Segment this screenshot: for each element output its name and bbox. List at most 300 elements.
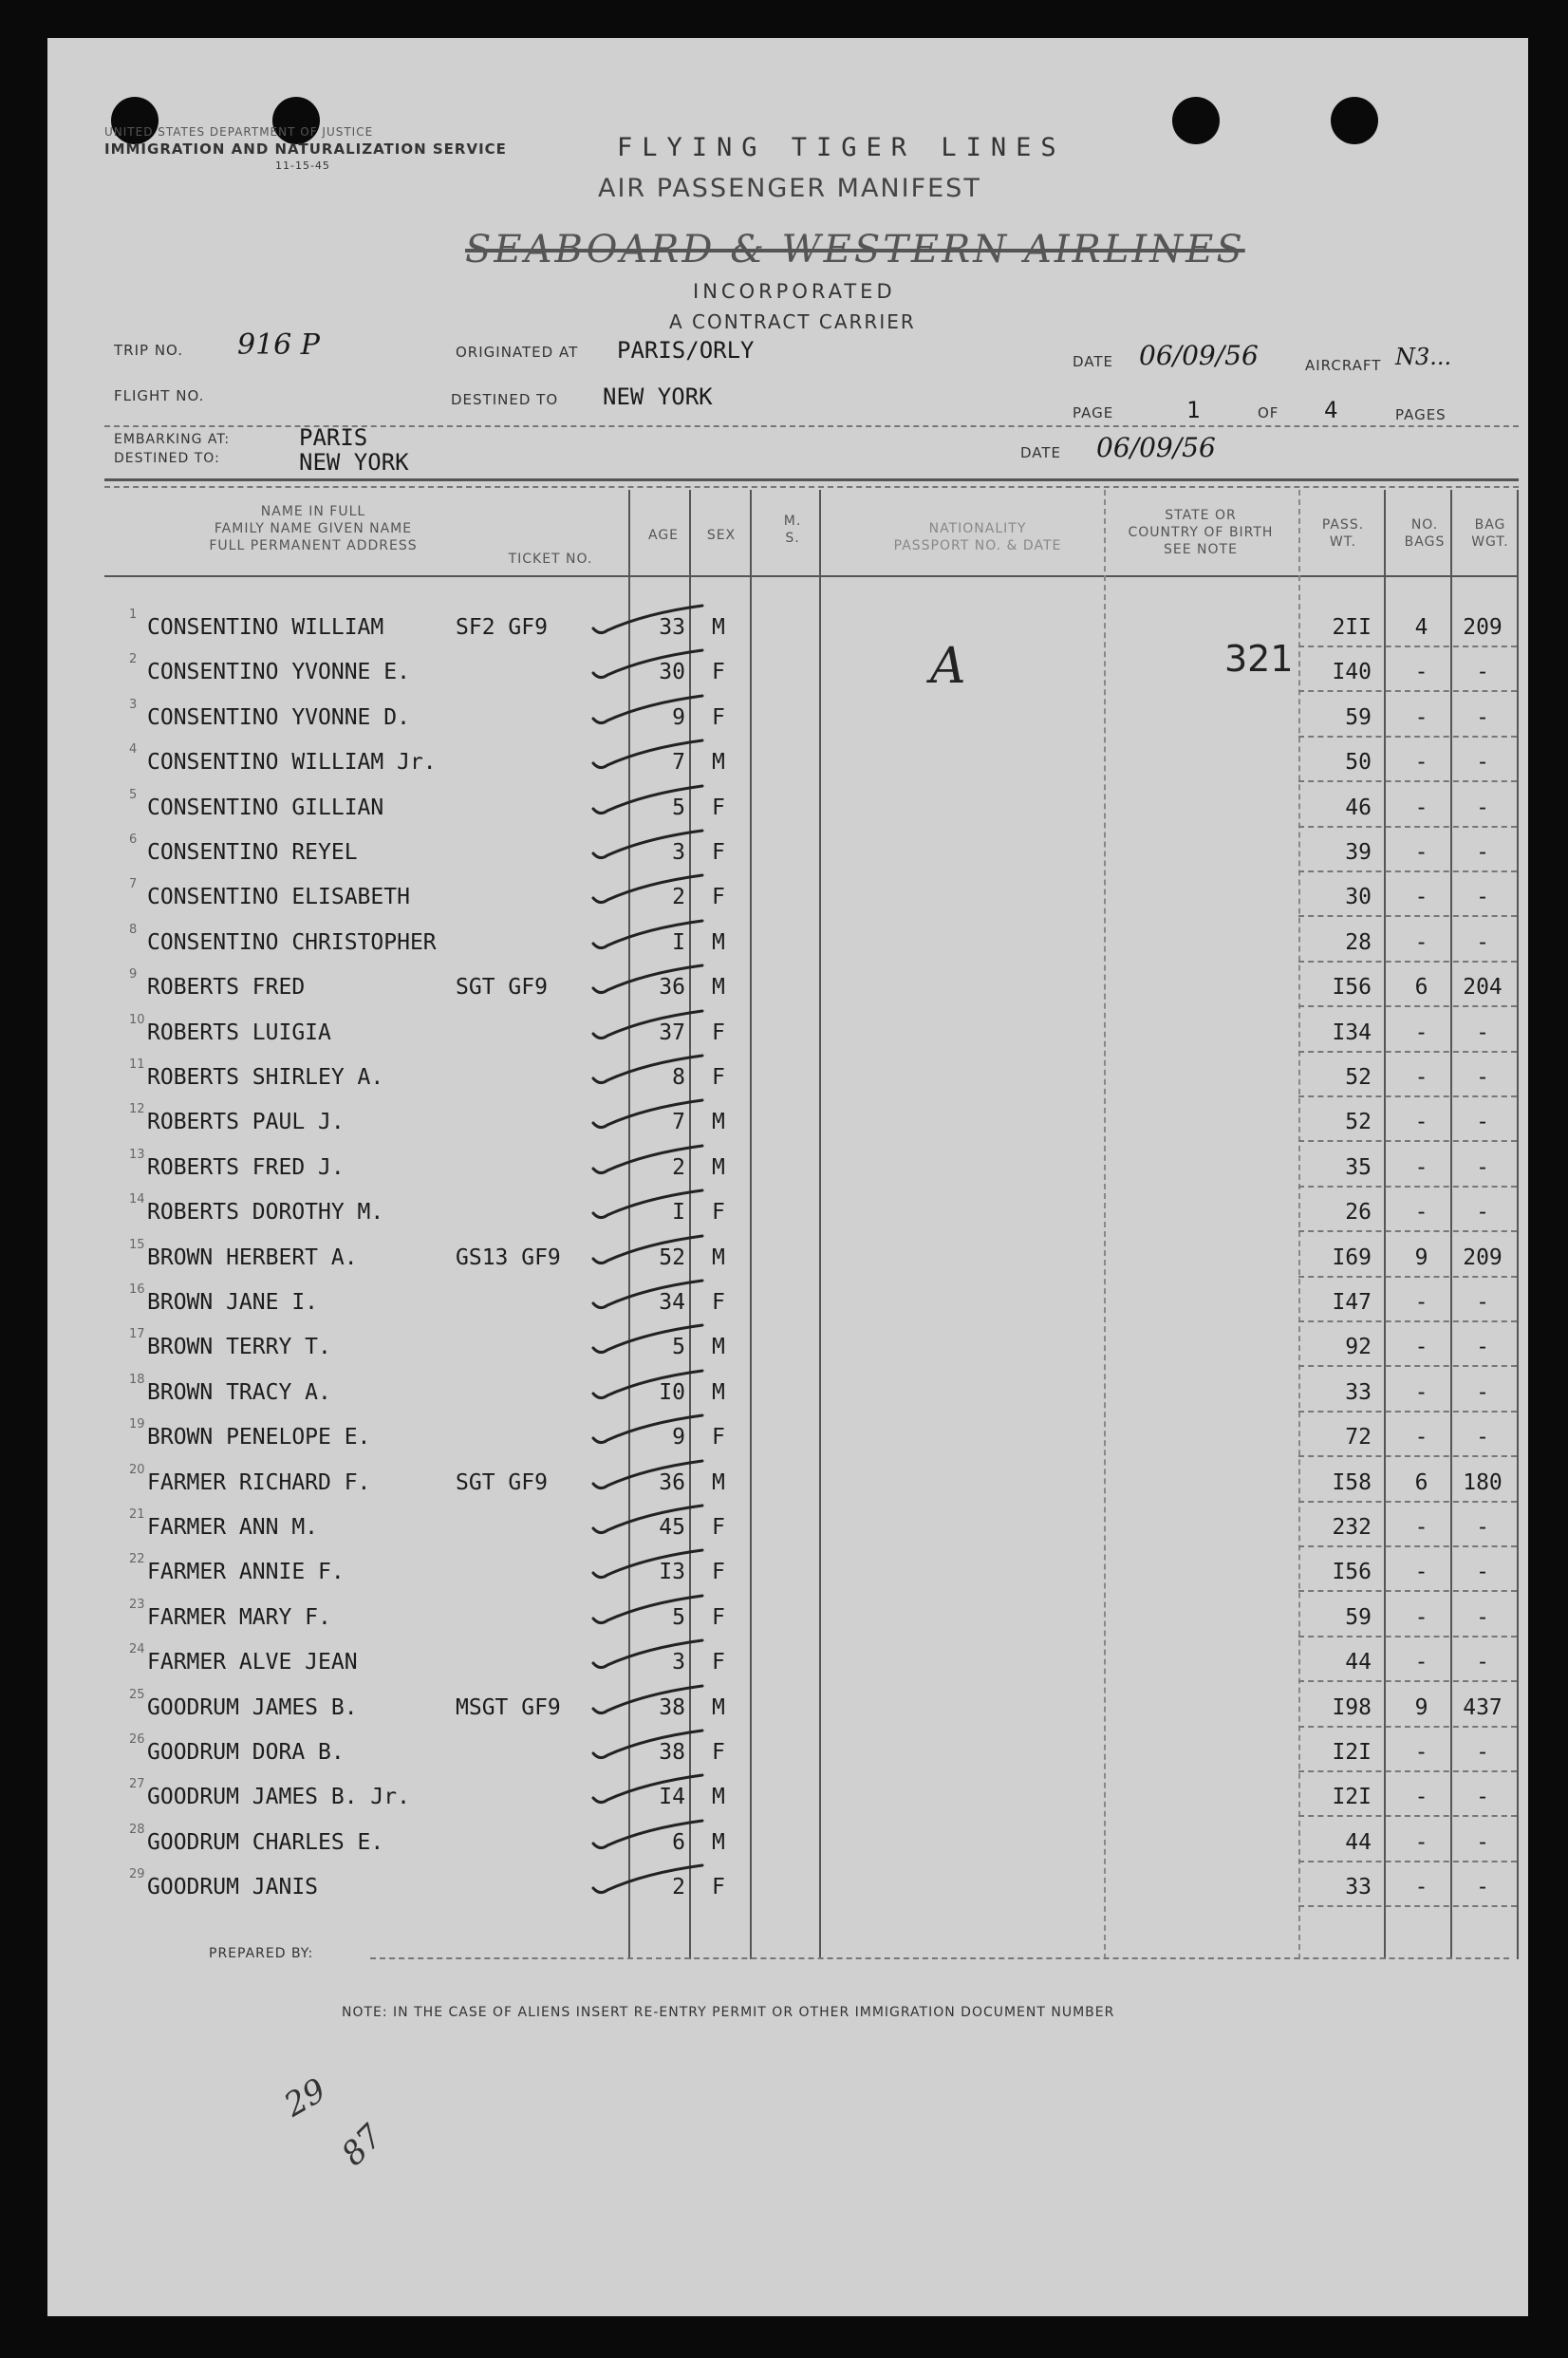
passenger-age: 7 xyxy=(672,1110,685,1135)
embarking-value: PARIS xyxy=(299,424,368,451)
row-number: 25 xyxy=(129,1687,145,1702)
passenger-sex: M xyxy=(712,615,725,640)
passenger-weight: 50 xyxy=(1345,750,1372,776)
row-rule xyxy=(1298,736,1517,738)
passenger-sex: F xyxy=(712,1290,725,1315)
passenger-weight: 52 xyxy=(1345,1110,1372,1135)
row-number: 5 xyxy=(129,787,138,802)
passenger-name: BROWN TERRY T. xyxy=(147,1335,331,1360)
row-rule xyxy=(1298,1411,1517,1413)
passenger-bag-weight: - xyxy=(1476,1154,1489,1180)
row-number: 13 xyxy=(129,1147,145,1162)
passenger-bag-weight: - xyxy=(1476,1515,1489,1540)
passenger-weight: I98 xyxy=(1332,1694,1372,1720)
destined-value: NEW YORK xyxy=(603,384,713,410)
passenger-age: 45 xyxy=(659,1515,685,1540)
passenger-rank: SGT GF9 xyxy=(456,1469,548,1495)
passenger-bag-weight: - xyxy=(1476,750,1489,776)
passenger-bags: - xyxy=(1414,1829,1428,1855)
passenger-bag-weight: - xyxy=(1476,840,1489,865)
passenger-name: BROWN TRACY A. xyxy=(147,1379,331,1405)
passenger-bags: - xyxy=(1414,1515,1428,1540)
passenger-bag-weight: - xyxy=(1476,885,1489,910)
col-header-no-bags: NO. BAGS xyxy=(1404,517,1446,550)
row-rule xyxy=(1298,1545,1517,1547)
nationality-mark: A xyxy=(930,638,966,695)
row-number: 27 xyxy=(129,1777,145,1792)
row-number: 15 xyxy=(129,1237,145,1252)
passenger-bag-weight: - xyxy=(1476,704,1489,730)
passenger-bag-weight: - xyxy=(1476,1290,1489,1315)
row-number: 9 xyxy=(129,967,138,982)
row-rule xyxy=(1298,1276,1517,1278)
row-rule xyxy=(1298,1905,1517,1907)
row-rule xyxy=(1298,1590,1517,1592)
row-rule xyxy=(1298,1005,1517,1007)
passenger-sex: F xyxy=(712,1425,725,1450)
row-number: 2 xyxy=(129,652,138,667)
passenger-bag-weight: - xyxy=(1476,1604,1489,1630)
passenger-sex: M xyxy=(712,1469,725,1495)
passenger-weight: 26 xyxy=(1345,1200,1372,1226)
table-top-rule-2 xyxy=(104,486,1519,488)
passenger-bags: - xyxy=(1414,1875,1428,1900)
passenger-age: 3 xyxy=(672,1650,685,1675)
row-number: 1 xyxy=(129,608,138,622)
row-number: 16 xyxy=(129,1282,145,1297)
passenger-bag-weight: - xyxy=(1476,1560,1489,1585)
passenger-age: 37 xyxy=(659,1020,685,1045)
row-number: 8 xyxy=(129,922,138,937)
check-mark-icon xyxy=(579,782,721,820)
table-top-rule xyxy=(104,478,1519,481)
check-mark-icon xyxy=(579,1007,721,1045)
row-rule xyxy=(1298,1140,1517,1142)
passenger-name: ROBERTS PAUL J. xyxy=(147,1110,345,1135)
passenger-sex: F xyxy=(712,885,725,910)
check-mark-icon xyxy=(579,1457,721,1495)
passenger-bags: - xyxy=(1414,1604,1428,1630)
passenger-rank: GS13 GF9 xyxy=(456,1244,561,1270)
check-mark-icon xyxy=(579,1682,721,1720)
row-rule xyxy=(1298,1455,1517,1457)
passenger-sex: M xyxy=(712,1379,725,1405)
check-mark-icon xyxy=(579,1862,721,1900)
passenger-age: 8 xyxy=(672,1065,685,1090)
passenger-name: ROBERTS LUIGIA xyxy=(147,1020,331,1045)
passenger-name: CONSENTINO ELISABETH xyxy=(147,885,410,910)
passenger-age: 5 xyxy=(672,1604,685,1630)
passenger-bag-weight: - xyxy=(1476,1020,1489,1045)
passenger-bags: - xyxy=(1414,1154,1428,1180)
row-rule xyxy=(1298,915,1517,917)
passenger-bags: - xyxy=(1414,1200,1428,1226)
passenger-bag-weight: - xyxy=(1476,1110,1489,1135)
passenger-name: ROBERTS FRED J. xyxy=(147,1154,345,1180)
passenger-name: GOODRUM JANIS xyxy=(147,1875,319,1900)
passenger-age: I xyxy=(672,929,685,955)
passenger-bag-weight: - xyxy=(1476,1829,1489,1855)
passenger-name: FARMER ALVE JEAN xyxy=(147,1650,358,1675)
passenger-bags: - xyxy=(1414,1740,1428,1765)
originated-label: ORIGINATED AT xyxy=(456,344,579,361)
passenger-weight: 33 xyxy=(1345,1379,1372,1405)
passenger-weight: I58 xyxy=(1332,1469,1372,1495)
row-number: 14 xyxy=(129,1192,145,1207)
passenger-age: 52 xyxy=(659,1244,685,1270)
passenger-name: CONSENTINO WILLIAM Jr. xyxy=(147,750,437,776)
originated-value: PARIS/ORLY xyxy=(617,337,755,364)
col-header-sex: SEX xyxy=(706,528,737,543)
passenger-weight: I40 xyxy=(1332,660,1372,685)
passenger-weight: I2I xyxy=(1332,1785,1372,1810)
passenger-bags: - xyxy=(1414,1650,1428,1675)
passenger-sex: F xyxy=(712,1650,725,1675)
passenger-bag-weight: - xyxy=(1476,1200,1489,1226)
passenger-sex: M xyxy=(712,1154,725,1180)
passenger-age: 34 xyxy=(659,1290,685,1315)
passenger-age: 5 xyxy=(672,795,685,820)
passenger-name: ROBERTS SHIRLEY A. xyxy=(147,1065,384,1090)
passenger-bags: - xyxy=(1414,885,1428,910)
passenger-weight: I69 xyxy=(1332,1244,1372,1270)
passenger-weight: 52 xyxy=(1345,1065,1372,1090)
passenger-sex: M xyxy=(712,975,725,1001)
passenger-sex: F xyxy=(712,660,725,685)
service-name: IMMIGRATION AND NATURALIZATION SERVICE xyxy=(104,140,507,158)
row-number: 29 xyxy=(129,1867,145,1882)
passenger-name: CONSENTINO YVONNE E. xyxy=(147,660,410,685)
col-header-nationality: NATIONALITY PASSPORT NO. & DATE xyxy=(893,521,1062,553)
date-value: 06/09/56 xyxy=(1139,340,1259,371)
row-rule xyxy=(1298,690,1517,692)
passenger-sex: F xyxy=(712,704,725,730)
row-number: 12 xyxy=(129,1102,145,1117)
passenger-age: 5 xyxy=(672,1335,685,1360)
pages-label: PAGES xyxy=(1395,406,1447,423)
passenger-weight: 44 xyxy=(1345,1650,1372,1675)
row-rule xyxy=(1298,1861,1517,1862)
passenger-bags: - xyxy=(1414,750,1428,776)
row-number: 3 xyxy=(129,697,138,712)
passenger-bag-weight: - xyxy=(1476,1785,1489,1810)
row-number: 21 xyxy=(129,1507,145,1522)
passenger-bag-weight: 209 xyxy=(1463,1244,1503,1270)
row-number: 28 xyxy=(129,1822,145,1837)
passenger-age: 38 xyxy=(659,1740,685,1765)
check-mark-icon xyxy=(579,1367,721,1405)
passenger-sex: F xyxy=(712,1875,725,1900)
passenger-bag-weight: 437 xyxy=(1463,1694,1503,1720)
passenger-bags: - xyxy=(1414,1110,1428,1135)
row-rule xyxy=(1298,1501,1517,1503)
col-header-pass-wt: PASS. WT. xyxy=(1321,517,1365,550)
passenger-age: 2 xyxy=(672,1154,685,1180)
passenger-bags: - xyxy=(1414,929,1428,955)
passenger-age: I4 xyxy=(659,1785,685,1810)
check-mark-icon xyxy=(579,1817,721,1855)
row-number: 24 xyxy=(129,1642,145,1657)
passenger-weight: I2I xyxy=(1332,1740,1372,1765)
passenger-bags: - xyxy=(1414,1379,1428,1405)
passenger-name: BROWN PENELOPE E. xyxy=(147,1425,371,1450)
row-number: 26 xyxy=(129,1732,145,1747)
row-number: 23 xyxy=(129,1597,145,1612)
row-rule xyxy=(1298,1230,1517,1232)
passenger-age: 3 xyxy=(672,840,685,865)
row-number: 7 xyxy=(129,877,138,892)
passenger-name: GOODRUM JAMES B. Jr. xyxy=(147,1785,410,1810)
passenger-name: FARMER MARY F. xyxy=(147,1604,331,1630)
passenger-sex: M xyxy=(712,1244,725,1270)
row-rule xyxy=(1298,1320,1517,1322)
check-mark-icon xyxy=(579,602,721,640)
passenger-age: 36 xyxy=(659,1469,685,1495)
passenger-rank: SF2 GF9 xyxy=(456,615,548,640)
check-mark-icon xyxy=(579,646,721,684)
col-header-birth: STATE OR COUNTRY OF BIRTH SEE NOTE xyxy=(1128,508,1274,557)
row-number: 20 xyxy=(129,1462,145,1477)
check-mark-icon xyxy=(579,1321,721,1359)
check-mark-icon xyxy=(579,1052,721,1090)
passenger-sex: M xyxy=(712,1785,725,1810)
passenger-name: FARMER ANNIE F. xyxy=(147,1560,345,1585)
passenger-bags: 9 xyxy=(1414,1694,1428,1720)
destined-label: DESTINED TO xyxy=(451,391,559,408)
page-label: PAGE xyxy=(1073,404,1114,421)
aircraft-label: AIRCRAFT xyxy=(1305,357,1382,374)
passenger-bag-weight: - xyxy=(1476,1425,1489,1450)
passenger-bags: - xyxy=(1414,1785,1428,1810)
passenger-bags: - xyxy=(1414,1560,1428,1585)
passenger-rank: SGT GF9 xyxy=(456,975,548,1001)
check-mark-icon xyxy=(579,737,721,775)
passenger-age: 38 xyxy=(659,1694,685,1720)
passenger-name: FARMER ANN M. xyxy=(147,1515,319,1540)
agency-name: UNITED STATES DEPARTMENT OF JUSTICE xyxy=(104,125,374,139)
passenger-bag-weight: - xyxy=(1476,929,1489,955)
passenger-weight: 28 xyxy=(1345,929,1372,955)
passenger-age: I xyxy=(672,1200,685,1226)
destined2-value: NEW YORK xyxy=(299,449,409,476)
col-header-age: AGE xyxy=(647,528,680,543)
passenger-name: BROWN HERBERT A. xyxy=(147,1244,358,1270)
passenger-age: 30 xyxy=(659,660,685,685)
passenger-bag-weight: - xyxy=(1476,1650,1489,1675)
row-rule xyxy=(1298,1186,1517,1188)
passenger-weight: 2II xyxy=(1332,615,1372,640)
struck-airline-name: SEABOARD & WESTERN AIRLINES xyxy=(465,228,1245,271)
passenger-weight: 44 xyxy=(1345,1829,1372,1855)
passenger-bags: - xyxy=(1414,1425,1428,1450)
margin-note-1: 29 xyxy=(277,2070,333,2125)
passenger-bag-weight: - xyxy=(1476,795,1489,820)
passenger-name: CONSENTINO GILLIAN xyxy=(147,795,384,820)
passenger-name: ROBERTS DOROTHY M. xyxy=(147,1200,384,1226)
passenger-bag-weight: - xyxy=(1476,1379,1489,1405)
birth-code: 321 xyxy=(1224,638,1294,680)
trip-label: TRIP NO. xyxy=(114,342,184,359)
check-mark-icon xyxy=(579,917,721,955)
trip-number: 916 P xyxy=(237,328,320,362)
passenger-bag-weight: - xyxy=(1476,1875,1489,1900)
check-mark-icon xyxy=(579,1277,721,1315)
passenger-weight: 59 xyxy=(1345,704,1372,730)
flight-label: FLIGHT NO. xyxy=(114,387,205,404)
passenger-weight: I34 xyxy=(1332,1020,1372,1045)
passenger-bags: - xyxy=(1414,1335,1428,1360)
passenger-weight: 39 xyxy=(1345,840,1372,865)
embarking-label: EMBARKING AT: xyxy=(114,432,231,447)
passenger-bags: - xyxy=(1414,1290,1428,1315)
header-bottom-rule xyxy=(104,575,1519,577)
passenger-age: 6 xyxy=(672,1829,685,1855)
passenger-bags: 9 xyxy=(1414,1244,1428,1270)
passenger-name: CONSENTINO WILLIAM xyxy=(147,615,384,640)
passenger-sex: F xyxy=(712,1200,725,1226)
passenger-name: BROWN JANE I. xyxy=(147,1290,319,1315)
passenger-sex: M xyxy=(712,1110,725,1135)
col-header-name: NAME IN FULL FAMILY NAME GIVEN NAME FULL PERMANENT ADDRESS xyxy=(209,504,418,553)
row-number: 6 xyxy=(129,833,138,847)
passenger-sex: M xyxy=(712,1829,725,1855)
passenger-sex: F xyxy=(712,1560,725,1585)
row-rule xyxy=(1298,646,1517,647)
passenger-weight: I47 xyxy=(1332,1290,1372,1315)
passenger-name: GOODRUM DORA B. xyxy=(147,1740,345,1765)
row-number: 10 xyxy=(129,1012,145,1027)
row-rule xyxy=(1298,961,1517,963)
passenger-age: 7 xyxy=(672,750,685,776)
passenger-weight: I56 xyxy=(1332,1560,1372,1585)
passenger-name: CONSENTINO YVONNE D. xyxy=(147,704,410,730)
check-mark-icon xyxy=(579,1412,721,1450)
check-mark-icon xyxy=(579,1096,721,1134)
passenger-bag-weight: - xyxy=(1476,1335,1489,1360)
prepared-by-line xyxy=(370,1957,1509,1959)
passenger-rank: MSGT GF9 xyxy=(456,1694,561,1720)
manifest-title: AIR PASSENGER MANIFEST xyxy=(598,174,981,203)
check-mark-icon xyxy=(579,692,721,730)
check-mark-icon xyxy=(579,871,721,909)
passenger-weight: 72 xyxy=(1345,1425,1372,1450)
passenger-sex: M xyxy=(712,1694,725,1720)
row-number: 11 xyxy=(129,1057,145,1072)
passenger-bags: 4 xyxy=(1414,615,1428,640)
manifest-sheet xyxy=(47,38,1528,2316)
passenger-bags: - xyxy=(1414,1020,1428,1045)
passenger-age: I0 xyxy=(659,1379,685,1405)
passenger-age: 2 xyxy=(672,1875,685,1900)
passenger-age: 2 xyxy=(672,885,685,910)
passenger-age: 36 xyxy=(659,975,685,1001)
row-rule xyxy=(1298,780,1517,782)
margin-note-2: 87 xyxy=(334,2117,391,2174)
passenger-age: 33 xyxy=(659,615,685,640)
prepared-by-label: PREPARED BY: xyxy=(209,1946,314,1961)
passenger-name: GOODRUM JAMES B. xyxy=(147,1694,358,1720)
passenger-sex: M xyxy=(712,750,725,776)
passenger-bag-weight: - xyxy=(1476,1740,1489,1765)
carrier-type: A CONTRACT CARRIER xyxy=(669,310,916,333)
page-value: 1 xyxy=(1186,397,1201,423)
check-mark-icon xyxy=(579,1592,721,1630)
punch-hole xyxy=(1172,97,1220,144)
passenger-weight: 33 xyxy=(1345,1875,1372,1900)
stamped-airline: FLYING TIGER LINES xyxy=(617,133,1066,162)
passenger-weight: 30 xyxy=(1345,885,1372,910)
passenger-sex: F xyxy=(712,840,725,865)
of-label: OF xyxy=(1258,404,1279,421)
date2-value: 06/09/56 xyxy=(1096,432,1216,463)
check-mark-icon xyxy=(579,962,721,1000)
passenger-age: I3 xyxy=(659,1560,685,1585)
passenger-name: FARMER RICHARD F. xyxy=(147,1469,371,1495)
passenger-weight: 59 xyxy=(1345,1604,1372,1630)
passenger-bag-weight: 204 xyxy=(1463,975,1503,1001)
footer-note: NOTE: IN THE CASE OF ALIENS INSERT RE-ENTRY PERMIT OR OTHER IMMIGRATION DOCUMENT NUMBER xyxy=(342,2005,1115,2020)
row-rule xyxy=(1298,1680,1517,1682)
passenger-bags: 6 xyxy=(1414,1469,1428,1495)
row-rule xyxy=(1298,1095,1517,1097)
row-rule xyxy=(1298,1726,1517,1728)
passenger-weight: 46 xyxy=(1345,795,1372,820)
check-mark-icon xyxy=(579,1637,721,1675)
col-header-bag-wgt: BAG WGT. xyxy=(1471,517,1509,550)
check-mark-icon xyxy=(579,1142,721,1180)
passenger-bags: - xyxy=(1414,1065,1428,1090)
passenger-sex: F xyxy=(712,795,725,820)
passenger-bag-weight: 209 xyxy=(1463,615,1503,640)
check-mark-icon xyxy=(579,1502,721,1540)
row-rule xyxy=(1298,1770,1517,1772)
passenger-weight: 35 xyxy=(1345,1154,1372,1180)
aircraft-value: N3... xyxy=(1395,344,1452,370)
passenger-sex: F xyxy=(712,1515,725,1540)
passenger-sex: M xyxy=(712,929,725,955)
row-rule xyxy=(1298,870,1517,872)
passenger-sex: M xyxy=(712,1335,725,1360)
passenger-bag-weight: - xyxy=(1476,660,1489,685)
row-number: 17 xyxy=(129,1327,145,1342)
row-rule xyxy=(1298,1636,1517,1638)
passenger-name: GOODRUM CHARLES E. xyxy=(147,1829,384,1855)
passenger-name: CONSENTINO CHRISTOPHER xyxy=(147,929,437,955)
passenger-bag-weight: 180 xyxy=(1463,1469,1503,1495)
passenger-age: 9 xyxy=(672,704,685,730)
form-date: 11-15-45 xyxy=(275,159,330,172)
passenger-name: ROBERTS FRED xyxy=(147,975,306,1001)
row-number: 18 xyxy=(129,1372,145,1387)
check-mark-icon xyxy=(579,1187,721,1225)
passenger-bags: - xyxy=(1414,840,1428,865)
passenger-age: 9 xyxy=(672,1425,685,1450)
row-rule xyxy=(1298,1365,1517,1367)
passenger-weight: 232 xyxy=(1332,1515,1372,1540)
check-mark-icon xyxy=(579,1546,721,1584)
punch-hole xyxy=(1331,97,1378,144)
date2-label: DATE xyxy=(1020,444,1062,461)
col-header-ms: M. S. xyxy=(783,514,802,546)
passenger-sex: F xyxy=(712,1604,725,1630)
check-mark-icon xyxy=(579,1727,721,1765)
passenger-name: CONSENTINO REYEL xyxy=(147,840,358,865)
row-rule xyxy=(1298,1815,1517,1817)
passenger-sex: F xyxy=(712,1020,725,1045)
check-mark-icon xyxy=(579,1232,721,1270)
of-value: 4 xyxy=(1324,397,1338,423)
row-number: 4 xyxy=(129,742,138,758)
